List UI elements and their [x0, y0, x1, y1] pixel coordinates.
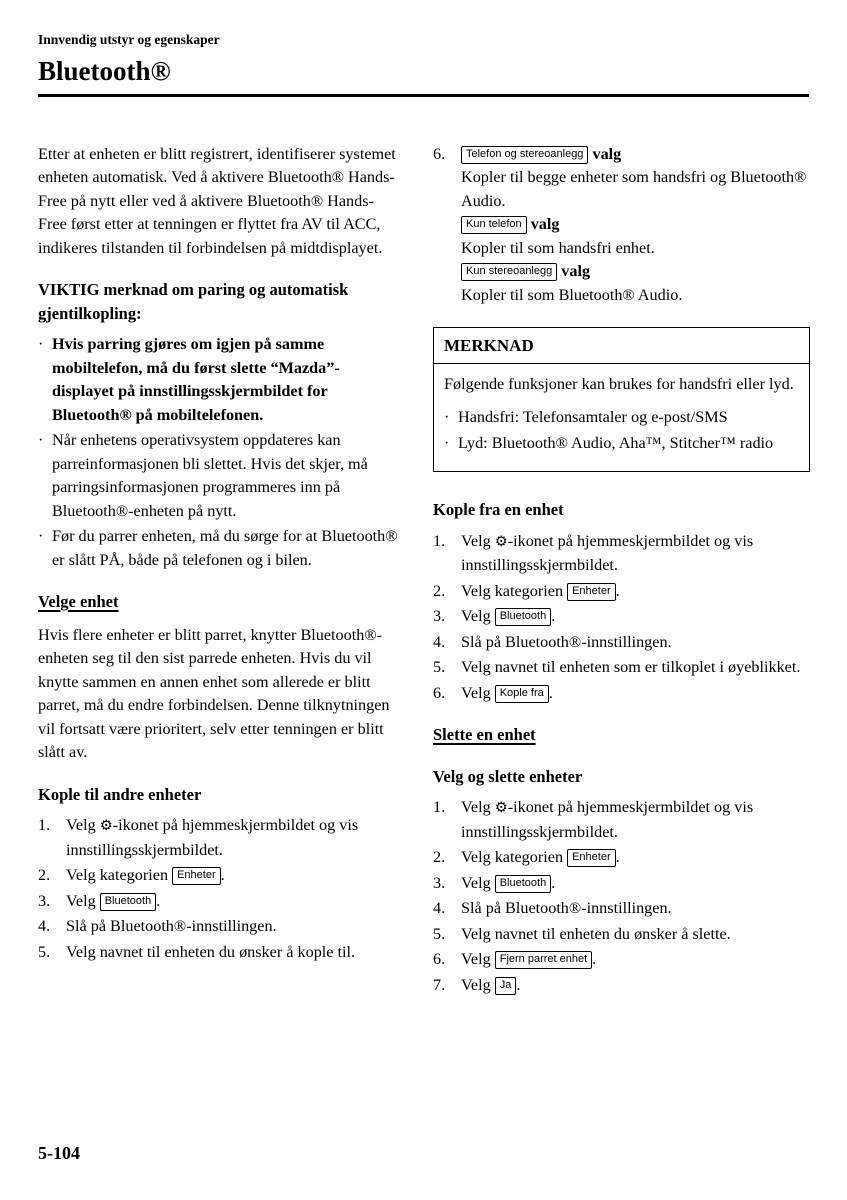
- text-line: [461, 166, 810, 213]
- text-line: [52, 429, 401, 523]
- text-line: [52, 525, 401, 572]
- key-label: Kople fra: [495, 685, 549, 703]
- text-run: Lyd: Bluetooth® Audio, Aha™, Stitcher™ radio: [458, 433, 774, 452]
- text-line: [461, 580, 810, 604]
- item-body: [461, 897, 810, 921]
- bullet-item: [444, 432, 799, 456]
- item-body: [52, 525, 401, 572]
- left-column: [38, 143, 401, 1002]
- text-run: -ikonet på hjemmeskjermbildet og vis innstillingsskjermbildet.: [461, 531, 754, 574]
- note-title: MERKNAD: [434, 328, 809, 364]
- item-body: [461, 143, 810, 308]
- step-item: [433, 923, 810, 947]
- step-item: [433, 872, 810, 896]
- item-body: [461, 872, 810, 896]
- step-item: [38, 814, 401, 862]
- intro-paragraph: Etter at enheten er blitt registrert, identifiserer systemet enheten automatisk. Ved å aktivere Bluetooth® Hands-Free på nytt eller ved å aktivere Bluetooth® Hands-Free først etter at tenningen er flyttet fra AV til ACC, indikeres tilstanden til forbindelsen på midtdisplayet.: [38, 144, 396, 257]
- item-body: [461, 631, 810, 655]
- step-item: [38, 941, 401, 965]
- key-label: Kun telefon: [461, 216, 527, 234]
- text-run: Velg kategorien: [461, 848, 568, 866]
- text-run: .: [551, 873, 556, 892]
- item-body: [461, 580, 810, 604]
- disconnect-steps-list: [433, 530, 810, 706]
- text-run: Før du parrer enheten, må du sørge for at Bluetooth® er slått PÅ, både på telefonen og i bilen.: [52, 527, 398, 569]
- note-box: [433, 327, 810, 472]
- text-line: [461, 213, 810, 237]
- item-body: [461, 974, 810, 998]
- text-run: Hvis parring gjøres om igjen på samme mobiltelefon, må du først slette “Mazda”-displayet på innstillingsskjermbildet for Bluetooth® på mobiltelefonen.: [52, 335, 340, 424]
- page-header: [38, 32, 809, 97]
- item-body: [461, 605, 810, 629]
- text-line: [461, 872, 810, 896]
- item-body: [458, 406, 799, 430]
- delete-steps-list: [433, 796, 810, 997]
- gear-icon: ⚙: [99, 818, 113, 834]
- text-line: [461, 897, 810, 921]
- text-line: [461, 923, 810, 947]
- item-body: [52, 333, 401, 427]
- step-item: [433, 682, 810, 706]
- text-line: [461, 846, 810, 870]
- text-run: valg: [588, 144, 622, 163]
- text-run: Kopler til begge enheter som handsfri og Bluetooth® Audio.: [461, 168, 807, 210]
- section-label: Innvendig utstyr og egenskaper: [38, 32, 220, 47]
- connect-other-heading: Kople til andre enheter: [38, 784, 202, 804]
- key-label: Enheter: [172, 867, 221, 885]
- step-number: 5.: [433, 658, 446, 676]
- text-line: [461, 237, 810, 261]
- text-run: .: [551, 607, 556, 625]
- item-body: [66, 814, 401, 862]
- text-line: [461, 143, 810, 167]
- text-run: Velg: [461, 607, 495, 625]
- step-number: 2.: [38, 866, 51, 884]
- text-line: [66, 915, 401, 939]
- gear-icon: ⚙: [494, 533, 508, 550]
- text-line: [461, 631, 810, 655]
- step-item: [433, 846, 810, 870]
- step-number: 3.: [433, 607, 446, 625]
- item-body: [461, 682, 810, 706]
- text-run: Velg: [461, 798, 495, 816]
- text-run: valg: [557, 262, 591, 280]
- text-line: [458, 432, 799, 456]
- step-item: [38, 890, 401, 914]
- item-body: [461, 656, 810, 680]
- bullet-marker: ·: [38, 431, 44, 449]
- text-line: [461, 530, 810, 578]
- text-line: [461, 605, 810, 629]
- item-body: [66, 890, 401, 914]
- step-item: [433, 580, 810, 604]
- step-number: 4.: [38, 917, 51, 935]
- select-device-paragraph: Hvis flere enheter er blitt parret, knytter Bluetooth®-enheten seg til den sist parrede enheten. Hvis du vil knytte sammen en annen enhet som allerede er blitt parret, må du endre forbindelsen. Denne tilknytningen vil fortsatt være prioritert, selv etter tenningen er blitt slått av.: [38, 625, 390, 761]
- key-label: Enheter: [567, 583, 616, 601]
- step-number: 3.: [38, 891, 51, 910]
- text-run: Kopler til som handsfri enhet.: [461, 238, 655, 257]
- select-device-heading-text: Velge enhet: [38, 592, 119, 611]
- step-item: [38, 864, 401, 888]
- step-item: [433, 656, 810, 680]
- content-columns: [38, 143, 809, 1002]
- text-line: [461, 948, 810, 972]
- text-line: [66, 890, 401, 914]
- bullet-marker: ·: [444, 408, 450, 426]
- text-run: -ikonet på hjemmeskjermbildet og vis innstillingsskjermbildet.: [66, 816, 359, 859]
- text-line: [461, 682, 810, 706]
- step-item: [433, 631, 810, 655]
- text-line: [461, 284, 810, 308]
- text-run: .: [156, 891, 161, 910]
- text-run: Velg kategorien: [461, 581, 568, 600]
- text-run: .: [592, 950, 597, 968]
- step-item: [433, 796, 810, 844]
- delete-device-heading-text: Slette en enhet: [433, 725, 536, 744]
- key-label: Fjern parret enhet: [495, 951, 592, 969]
- text-run: Handsfri: Telefonsamtaler og e-post/SMS: [458, 408, 728, 426]
- step-number: 4.: [433, 632, 446, 651]
- item-body: [461, 530, 810, 578]
- key-label: Bluetooth: [495, 608, 551, 626]
- step-item: [433, 897, 810, 921]
- text-line: [461, 796, 810, 844]
- text-line: [66, 864, 401, 888]
- text-run: Velg: [461, 950, 495, 968]
- step-item: [38, 915, 401, 939]
- step-item: [433, 143, 810, 308]
- text-run: Velg: [66, 891, 100, 910]
- text-line: [52, 333, 401, 427]
- header-rule: [38, 94, 809, 97]
- page-number: 5-104: [38, 1143, 80, 1163]
- text-line: [66, 941, 401, 965]
- text-run: .: [548, 683, 553, 702]
- step-number: 2.: [433, 848, 446, 866]
- select-device-heading: [38, 590, 401, 614]
- text-run: Velg: [461, 683, 495, 702]
- text-run: Velg: [461, 975, 495, 994]
- step-item: [433, 605, 810, 629]
- text-run: .: [516, 975, 521, 994]
- step-item: [433, 974, 810, 998]
- item-body: [461, 796, 810, 844]
- text-run: Slå på Bluetooth®-innstillingen.: [461, 632, 672, 651]
- key-label: Enheter: [567, 849, 616, 867]
- step-number: 6.: [433, 144, 446, 163]
- step-number: 5.: [433, 924, 446, 943]
- step-number: 2.: [433, 581, 446, 600]
- text-run: Kopler til som Bluetooth® Audio.: [461, 285, 683, 304]
- text-line: [66, 814, 401, 862]
- bullet-item: [38, 333, 401, 427]
- text-run: .: [615, 581, 620, 600]
- item-body: [66, 915, 401, 939]
- text-run: valg: [526, 215, 560, 233]
- connect-steps-list: [38, 814, 401, 964]
- item-body: [458, 432, 799, 456]
- text-run: .: [220, 866, 225, 884]
- item-body: [461, 923, 810, 947]
- note-content: [434, 364, 809, 472]
- text-run: Velg kategorien: [66, 866, 173, 884]
- step-number: 5.: [38, 942, 51, 961]
- text-run: Velg navnet til enheten som er tilkoplet i øyeblikket.: [461, 658, 801, 676]
- text-run: Velg: [461, 531, 495, 550]
- text-line: [461, 974, 810, 998]
- text-line: [458, 406, 799, 430]
- item-body: [66, 941, 401, 965]
- step-number: 3.: [433, 873, 446, 892]
- delete-device-heading: [433, 723, 810, 747]
- bullet-marker: ·: [38, 335, 44, 353]
- item-body: [461, 846, 810, 870]
- delete-sub-heading: Velg og slette enheter: [433, 766, 583, 786]
- step-item: [433, 530, 810, 578]
- key-label: Ja: [495, 977, 517, 995]
- step-number: 1.: [433, 798, 446, 816]
- step-number: 6.: [433, 950, 446, 968]
- text-line: [461, 656, 810, 680]
- important-bullet-list: [38, 333, 401, 572]
- text-run: Slå på Bluetooth®-innstillingen.: [461, 899, 672, 917]
- step-number: 1.: [38, 816, 51, 834]
- text-run: -ikonet på hjemmeskjermbildet og vis innstillingsskjermbildet.: [461, 798, 754, 841]
- bullet-item: [444, 406, 799, 430]
- item-body: [66, 864, 401, 888]
- note-bullet-list: [444, 406, 799, 455]
- text-run: Velg: [461, 873, 495, 892]
- right-column: [433, 143, 810, 1002]
- bullet-item: [38, 429, 401, 523]
- step-item: [433, 948, 810, 972]
- text-run: .: [615, 848, 620, 866]
- bullet-marker: ·: [444, 433, 450, 452]
- text-run: Velg navnet til enheten du ønsker å kople til.: [66, 942, 356, 961]
- item-body: [52, 429, 401, 523]
- important-note-heading: VIKTIG merknad om paring og automatisk gjentilkopling:: [38, 280, 349, 323]
- step-number: 6.: [433, 683, 446, 702]
- connection-option-step: [433, 143, 810, 308]
- step-number: 7.: [433, 975, 446, 994]
- text-run: Når enhetens operativsystem oppdateres kan parreinformasjonen bli slettet. Hvis det skjer, må parringsinformasjonen programmeres inn på Bluetooth®-enheten på nytt.: [52, 431, 368, 520]
- text-line: [461, 260, 810, 284]
- note-intro: Følgende funksjoner kan brukes for handsfri eller lyd.: [444, 374, 794, 393]
- step-number: 1.: [433, 531, 446, 550]
- step-number: 4.: [433, 899, 446, 917]
- key-label: Telefon og stereoanlegg: [461, 146, 588, 164]
- gear-icon: ⚙: [494, 800, 508, 816]
- disconnect-heading: Kople fra en enhet: [433, 500, 564, 519]
- page-title: Bluetooth®: [38, 56, 171, 86]
- bullet-marker: ·: [38, 527, 44, 545]
- key-label: Bluetooth: [495, 875, 551, 893]
- bullet-item: [38, 525, 401, 572]
- item-body: [461, 948, 810, 972]
- text-run: Velg navnet til enheten du ønsker å slette.: [461, 924, 731, 943]
- key-label: Bluetooth: [100, 893, 156, 911]
- key-label: Kun stereoanlegg: [461, 263, 557, 281]
- text-run: Velg: [66, 816, 100, 834]
- text-run: Slå på Bluetooth®-innstillingen.: [66, 917, 277, 935]
